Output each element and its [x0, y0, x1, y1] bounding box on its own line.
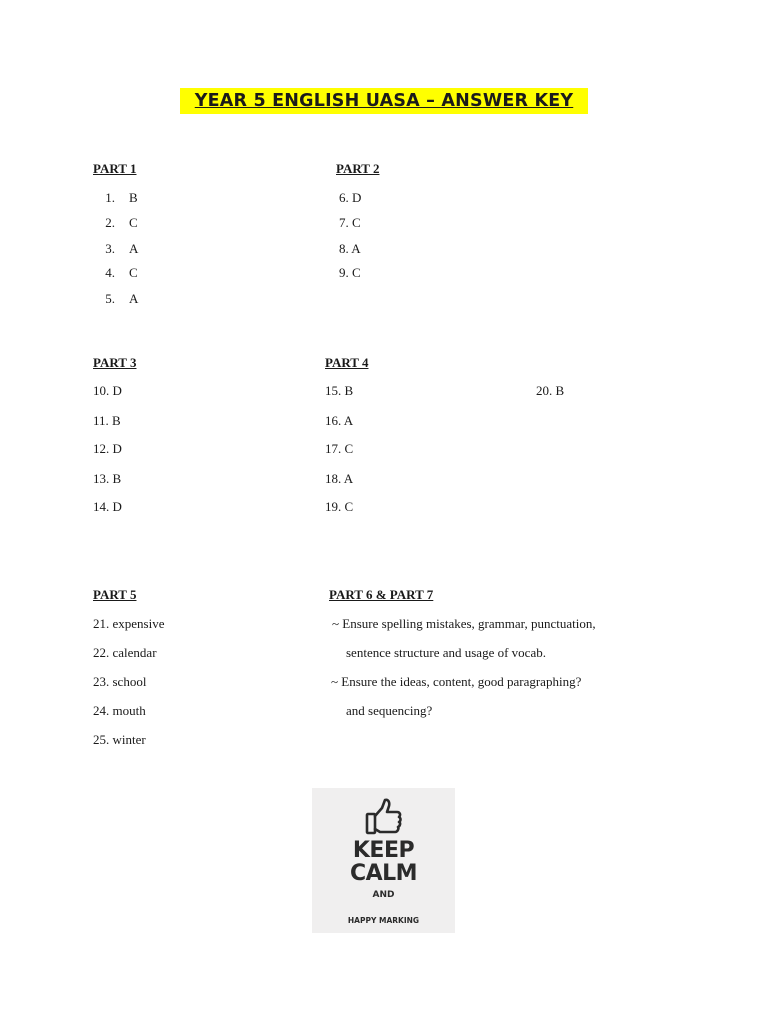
- part4-item: 15. B: [325, 383, 354, 398]
- keep-calm-poster: [312, 788, 455, 933]
- poster-happy-marking-text: HAPPY MARKING: [347, 916, 420, 925]
- part3-item: 12. D: [93, 441, 122, 456]
- part5-item: 24. mouth: [93, 703, 146, 718]
- part4-item: 18. A: [325, 471, 354, 486]
- part2-heading: PART 2: [336, 161, 380, 176]
- part3-heading: PART 3: [93, 355, 137, 370]
- thumbs-up-icon: [363, 796, 405, 838]
- part67-line: sentence structure and usage of vocab.: [346, 645, 546, 660]
- part5-item: 22. calendar: [93, 645, 157, 660]
- part1-item: 4. C: [105, 265, 138, 280]
- part1-item: 3. A: [105, 241, 139, 256]
- part5-heading: PART 5: [93, 587, 137, 602]
- poster-keep-text: KEEP: [352, 838, 415, 863]
- part5-item: 25. winter: [93, 732, 146, 747]
- part5-item: 21. expensive: [93, 616, 165, 631]
- page-title: YEAR 5 ENGLISH UASA – ANSWER KEY: [180, 88, 588, 114]
- part4-item: 17. C: [325, 441, 354, 456]
- part3-item: 13. B: [93, 471, 122, 486]
- part4-item: 16. A: [325, 413, 354, 428]
- part1-item: 2. C: [105, 215, 138, 230]
- part2-item: 8. A: [339, 241, 361, 256]
- part4-extra-item: 20. B: [536, 383, 565, 398]
- poster-and-text: AND: [372, 890, 395, 900]
- part67-line: and sequencing?: [346, 703, 433, 718]
- part2-item: 7. C: [339, 215, 361, 230]
- poster-calm-text: CALM: [349, 861, 418, 886]
- part4-heading: PART 4: [325, 355, 369, 370]
- part1-item: 1. B: [105, 190, 138, 205]
- part3-item: 14. D: [93, 499, 122, 514]
- part67-line: ~ Ensure spelling mistakes, grammar, punctuation,: [332, 616, 596, 631]
- part3-item: 10. D: [93, 383, 122, 398]
- part67-line: ~ Ensure the ideas, content, good paragraphing?: [331, 674, 582, 689]
- part2-item: 9. C: [339, 265, 361, 280]
- part4-item: 19. C: [325, 499, 354, 514]
- part3-item: 11. B: [93, 413, 121, 428]
- part1-heading: PART 1: [93, 161, 137, 176]
- part67-heading: PART 6 & PART 7: [329, 587, 434, 602]
- part2-item: 6. D: [339, 190, 362, 205]
- part5-item: 23. school: [93, 674, 147, 689]
- part1-item: 5. A: [105, 291, 139, 306]
